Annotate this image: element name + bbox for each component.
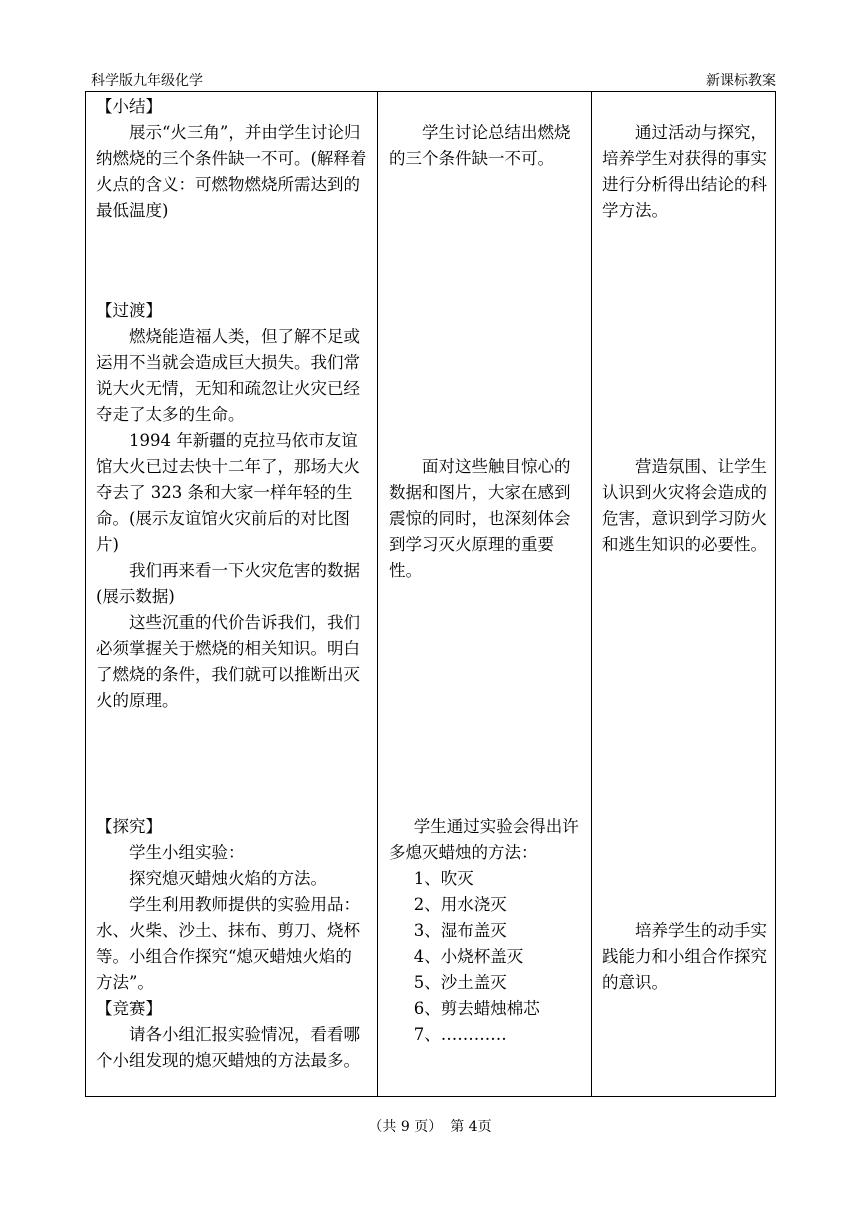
section-heading: 【过渡】 [96, 301, 162, 320]
paragraph: 我们再来看一下火灾危害的数据(展示数据) [96, 561, 360, 606]
list-item: 5、沙土盖灭 [413, 973, 507, 992]
paragraph: 这些沉重的代价告诉我们，我们必须掌握关于燃烧的相关知识。明白了燃烧的条件，我们就可以推断出灭火的原理。 [96, 613, 360, 710]
section-heading: 【探究】 [96, 817, 162, 836]
section-heading: 【小结】 [96, 97, 162, 116]
list-item: 7、………… [413, 1025, 507, 1044]
lesson-table [85, 91, 776, 1097]
page-number: 第 4页 [450, 1119, 492, 1135]
paragraph: 通过活动与探究，培养学生对获得的事实进行分析得出结论的科学方法。 [602, 123, 767, 220]
paragraph: 请各小组汇报实验情况，看看哪个小组发现的熄灭蜡烛的方法最多。 [96, 1025, 360, 1070]
list-item: 2、用水浇灭 [413, 895, 507, 914]
header-right: 新课标教案 [706, 73, 776, 89]
paragraph: 燃烧能造福人类，但了解不足或运用不当就会造成巨大损失。我们常说大火无情，无知和疏忽让火灾已经夺走了太多的生命。 [96, 327, 360, 424]
paragraph: 学生利用教师提供的实验用品：水、火柴、沙土、抹布、剪刀、烧杯等。小组合作探究“熄灭蜡烛火焰的方法”。 [96, 895, 360, 992]
header-left: 科学版九年级化学 [91, 73, 203, 89]
paragraph: 1994 年新疆的克拉马依市友谊馆大火已过去快十二年了，那场大火夺去了 323 条和大家一样年轻的生命。(展示友谊馆火灾前后的对比图片) [96, 431, 360, 554]
column-divider [591, 91, 592, 1096]
summary-section [96, 94, 368, 224]
paragraph: 学生小组实验： [129, 843, 245, 862]
paragraph: 展示“火三角”，并由学生讨论归纳燃烧的三个条件缺一不可。(解释着火点的含义：可燃物燃烧所需达到的最低温度) [96, 123, 367, 220]
explore-section [96, 814, 368, 1074]
paragraph: 营造氛围、让学生认识到火灾将会造成的危害，意识到学习防火和逃生知识的必要性。 [602, 457, 767, 554]
column-divider [377, 91, 378, 1096]
list-item: 6、剪去蜡烛棉芯 [413, 999, 540, 1018]
paragraph: 学生通过实验会得出许多熄灭蜡烛的方法： [389, 817, 579, 862]
design-intent-1 [602, 120, 770, 224]
transition-section [96, 298, 368, 714]
student-activity-1 [389, 120, 585, 172]
student-activity-2 [389, 454, 585, 584]
page-footer [0, 1116, 860, 1136]
paragraph: 学生讨论总结出燃烧的三个条件缺一不可。 [389, 123, 571, 168]
student-activity-3 [389, 814, 585, 1048]
list-item: 3、湿布盖灭 [413, 921, 507, 940]
list-item: 4、小烧杯盖灭 [413, 947, 524, 966]
list-item: 1、吹灭 [413, 869, 474, 888]
total-pages: （共 9 页） [368, 1119, 443, 1135]
paragraph: 探究熄灭蜡烛火焰的方法。 [129, 869, 327, 888]
section-heading: 【竞赛】 [96, 999, 162, 1018]
design-intent-2 [602, 454, 770, 558]
paragraph: 面对这些触目惊心的数据和图片，大家在感到震惊的同时，也深刻体会到学习灭火原理的重要性。 [389, 457, 571, 580]
design-intent-3 [602, 918, 770, 996]
paragraph: 培养学生的动手实践能力和小组合作探究的意识。 [602, 921, 767, 992]
